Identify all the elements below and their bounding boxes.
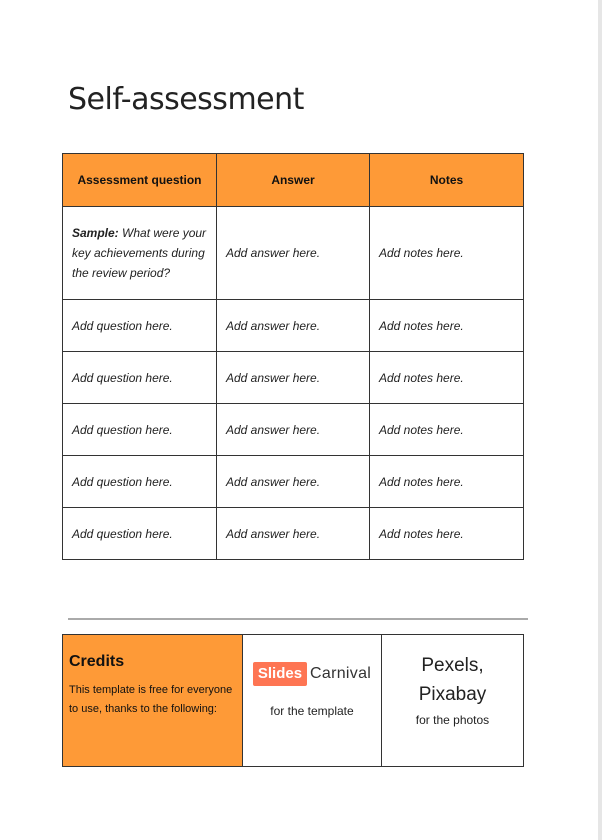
credits-table	[62, 634, 524, 767]
answer-cell[interactable]: Add answer here.	[217, 404, 370, 456]
answer-cell[interactable]: Add answer here.	[217, 508, 370, 560]
notes-cell[interactable]: Add notes here.	[370, 456, 524, 508]
credits-text: This template is free for everyone to use, thanks to the following:	[69, 684, 233, 715]
notes-cell[interactable]: Add notes here.	[370, 300, 524, 352]
pexels-name-line1: Pexels,	[421, 655, 484, 676]
assessment-table	[62, 153, 524, 560]
table-row	[63, 300, 524, 352]
slidescarnival-logo-slides: Slides	[253, 662, 307, 686]
table-row	[63, 352, 524, 404]
notes-cell[interactable]: Add notes here.	[370, 508, 524, 560]
sample-label: Sample:	[72, 226, 119, 240]
table-row	[63, 456, 524, 508]
header-notes: Notes	[370, 154, 524, 207]
sample-question-cell[interactable]	[63, 207, 217, 300]
slidescarnival-caption: for the template	[270, 704, 354, 718]
pexels-caption: for the photos	[415, 713, 490, 727]
slidescarnival-logo-carnival: Carnival	[310, 665, 372, 682]
question-cell[interactable]: Add question here.	[63, 300, 217, 352]
page-title: Self-assessment	[68, 82, 304, 117]
sample-answer-cell[interactable]: Add answer here.	[217, 207, 370, 300]
credits-title: Credits	[69, 653, 125, 670]
pexels-credit[interactable]	[382, 635, 524, 767]
section-divider	[68, 618, 528, 620]
slidescarnival-credit[interactable]	[243, 635, 382, 767]
table-row	[63, 404, 524, 456]
table-header-row	[63, 154, 524, 207]
slidescarnival-logo[interactable]	[243, 662, 381, 686]
sample-question-text: What were your key achievements during the review period?	[72, 226, 207, 280]
notes-cell[interactable]: Add notes here.	[370, 352, 524, 404]
header-assessment-question: Assessment question	[63, 154, 217, 207]
notes-cell[interactable]: Add notes here.	[370, 404, 524, 456]
header-answer: Answer	[217, 154, 370, 207]
question-cell[interactable]: Add question here.	[63, 352, 217, 404]
answer-cell[interactable]: Add answer here.	[217, 456, 370, 508]
table-row	[63, 508, 524, 560]
table-row-sample	[63, 207, 524, 300]
credits-cell	[63, 635, 243, 767]
pexels-name-line2: Pixabay	[418, 684, 487, 705]
question-cell[interactable]: Add question here.	[63, 404, 217, 456]
pexels-name[interactable]	[382, 651, 523, 709]
answer-cell[interactable]: Add answer here.	[217, 352, 370, 404]
question-cell[interactable]: Add question here.	[63, 508, 217, 560]
question-cell[interactable]: Add question here.	[63, 456, 217, 508]
sample-notes-cell[interactable]: Add notes here.	[370, 207, 524, 300]
page-edge	[598, 0, 602, 840]
answer-cell[interactable]: Add answer here.	[217, 300, 370, 352]
